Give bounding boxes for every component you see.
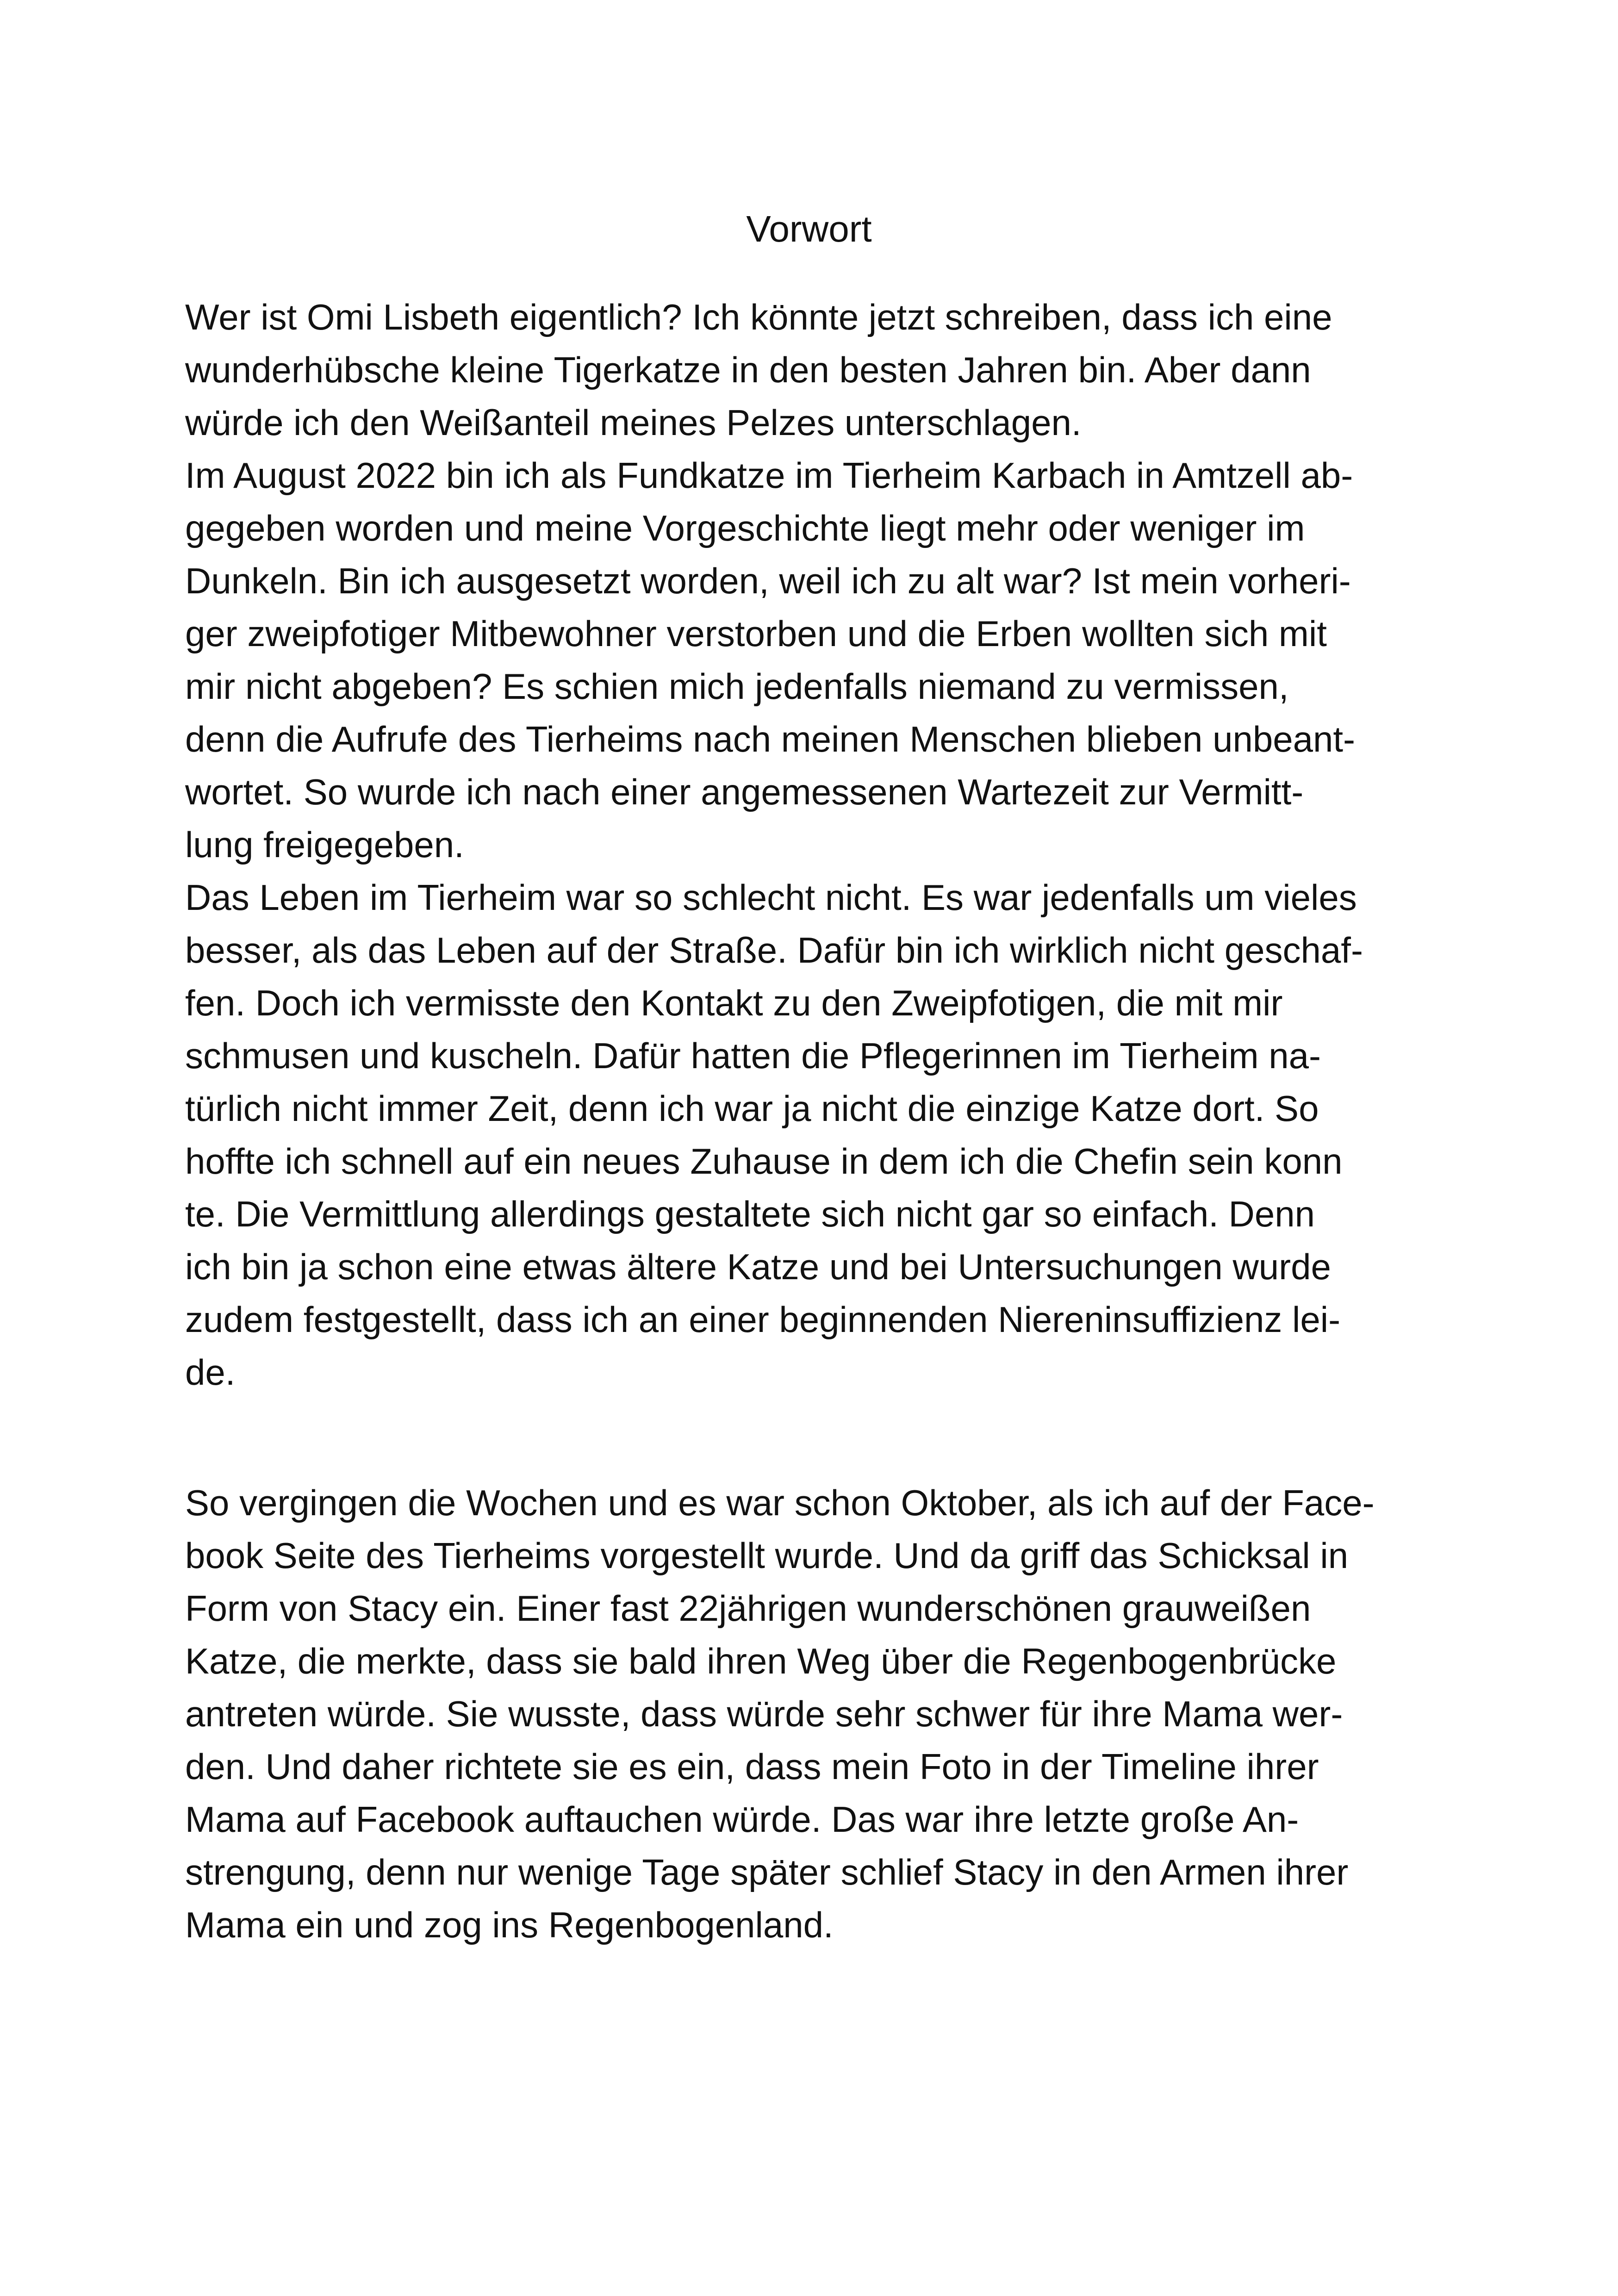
text-line: zudem festgestellt, dass ich an einer beginnenden Niereninsuffizienz lei- <box>185 1299 1341 1340</box>
text-line: ger zweipfotiger Mitbewohner verstorben und die Erben wollten sich mit <box>185 613 1327 654</box>
text-line: hoffte ich schnell auf ein neues Zuhause in dem ich die Chefin sein konn <box>185 1141 1343 1182</box>
text-line: den. Und daher richtete sie es ein, dass mein Foto in der Timeline ihrer <box>185 1746 1319 1787</box>
text-line: Das Leben im Tierheim war so schlecht nicht. Es war jedenfalls um vieles <box>185 877 1357 918</box>
text-line: Wer ist Omi Lisbeth eigentlich? Ich könnte jetzt schreiben, dass ich eine <box>185 297 1332 337</box>
text-line: wunderhübsche kleine Tigerkatze in den besten Jahren bin. Aber dann <box>185 349 1311 390</box>
text-line: Im August 2022 bin ich als Fundkatze im Tierheim Karbach in Amtzell ab- <box>185 455 1353 496</box>
text-line: book Seite des Tierheims vorgestellt wurde. Und da griff das Schicksal in <box>185 1535 1349 1576</box>
paragraph-block-2 <box>185 1476 1462 1951</box>
text-line: So vergingen die Wochen und es war schon Oktober, als ich auf der Face- <box>185 1482 1375 1523</box>
text-line: de. <box>185 1352 236 1393</box>
text-line: ich bin ja schon eine etwas ältere Katze und bei Untersuchungen wurde <box>185 1246 1331 1287</box>
text-line: Dunkeln. Bin ich ausgesetzt worden, weil ich zu alt war? Ist mein vorheri- <box>185 560 1351 601</box>
text-line: antreten würde. Sie wusste, dass würde sehr schwer für ihre Mama wer- <box>185 1693 1343 1734</box>
text-line: Mama ein und zog ins Regenbogenland. <box>185 1904 834 1945</box>
text-line: fen. Doch ich vermisste den Kontakt zu den Zweipfotigen, die mit mir <box>185 983 1283 1023</box>
text-line: Mama auf Facebook auftauchen würde. Das war ihre letzte große An- <box>185 1799 1299 1840</box>
page-title: Vorwort <box>746 208 872 249</box>
text-line: lung freigegeben. <box>185 824 464 865</box>
text-line: türlich nicht immer Zeit, denn ich war ja nicht die einzige Katze dort. So <box>185 1088 1319 1129</box>
text-line: gegeben worden und meine Vorgeschichte liegt mehr oder weniger im <box>185 508 1305 548</box>
text-line: Form von Stacy ein. Einer fast 22jährigen wunderschönen grauweißen <box>185 1588 1311 1629</box>
paragraph-block-1 <box>185 291 1462 1399</box>
text-line: Katze, die merkte, dass sie bald ihren Weg über die Regenbogenbrücke <box>185 1641 1337 1681</box>
text-line: besser, als das Leben auf der Straße. Dafür bin ich wirklich nicht geschaf- <box>185 930 1363 971</box>
text-line: strengung, denn nur wenige Tage später schlief Stacy in den Armen ihrer <box>185 1852 1349 1892</box>
text-line: denn die Aufrufe des Tierheims nach meinen Menschen blieben unbeant- <box>185 719 1355 759</box>
text-line: mir nicht abgeben? Es schien mich jedenfalls niemand zu vermissen, <box>185 666 1289 707</box>
text-line: würde ich den Weißanteil meines Pelzes unterschlagen. <box>185 402 1082 443</box>
text-line: schmusen und kuscheln. Dafür hatten die Pflegerinnen im Tierheim na- <box>185 1035 1321 1076</box>
text-line: wortet. So wurde ich nach einer angemessenen Wartezeit zur Vermitt- <box>185 772 1304 812</box>
text-line: te. Die Vermittlung allerdings gestaltete sich nicht gar so einfach. Denn <box>185 1194 1315 1234</box>
